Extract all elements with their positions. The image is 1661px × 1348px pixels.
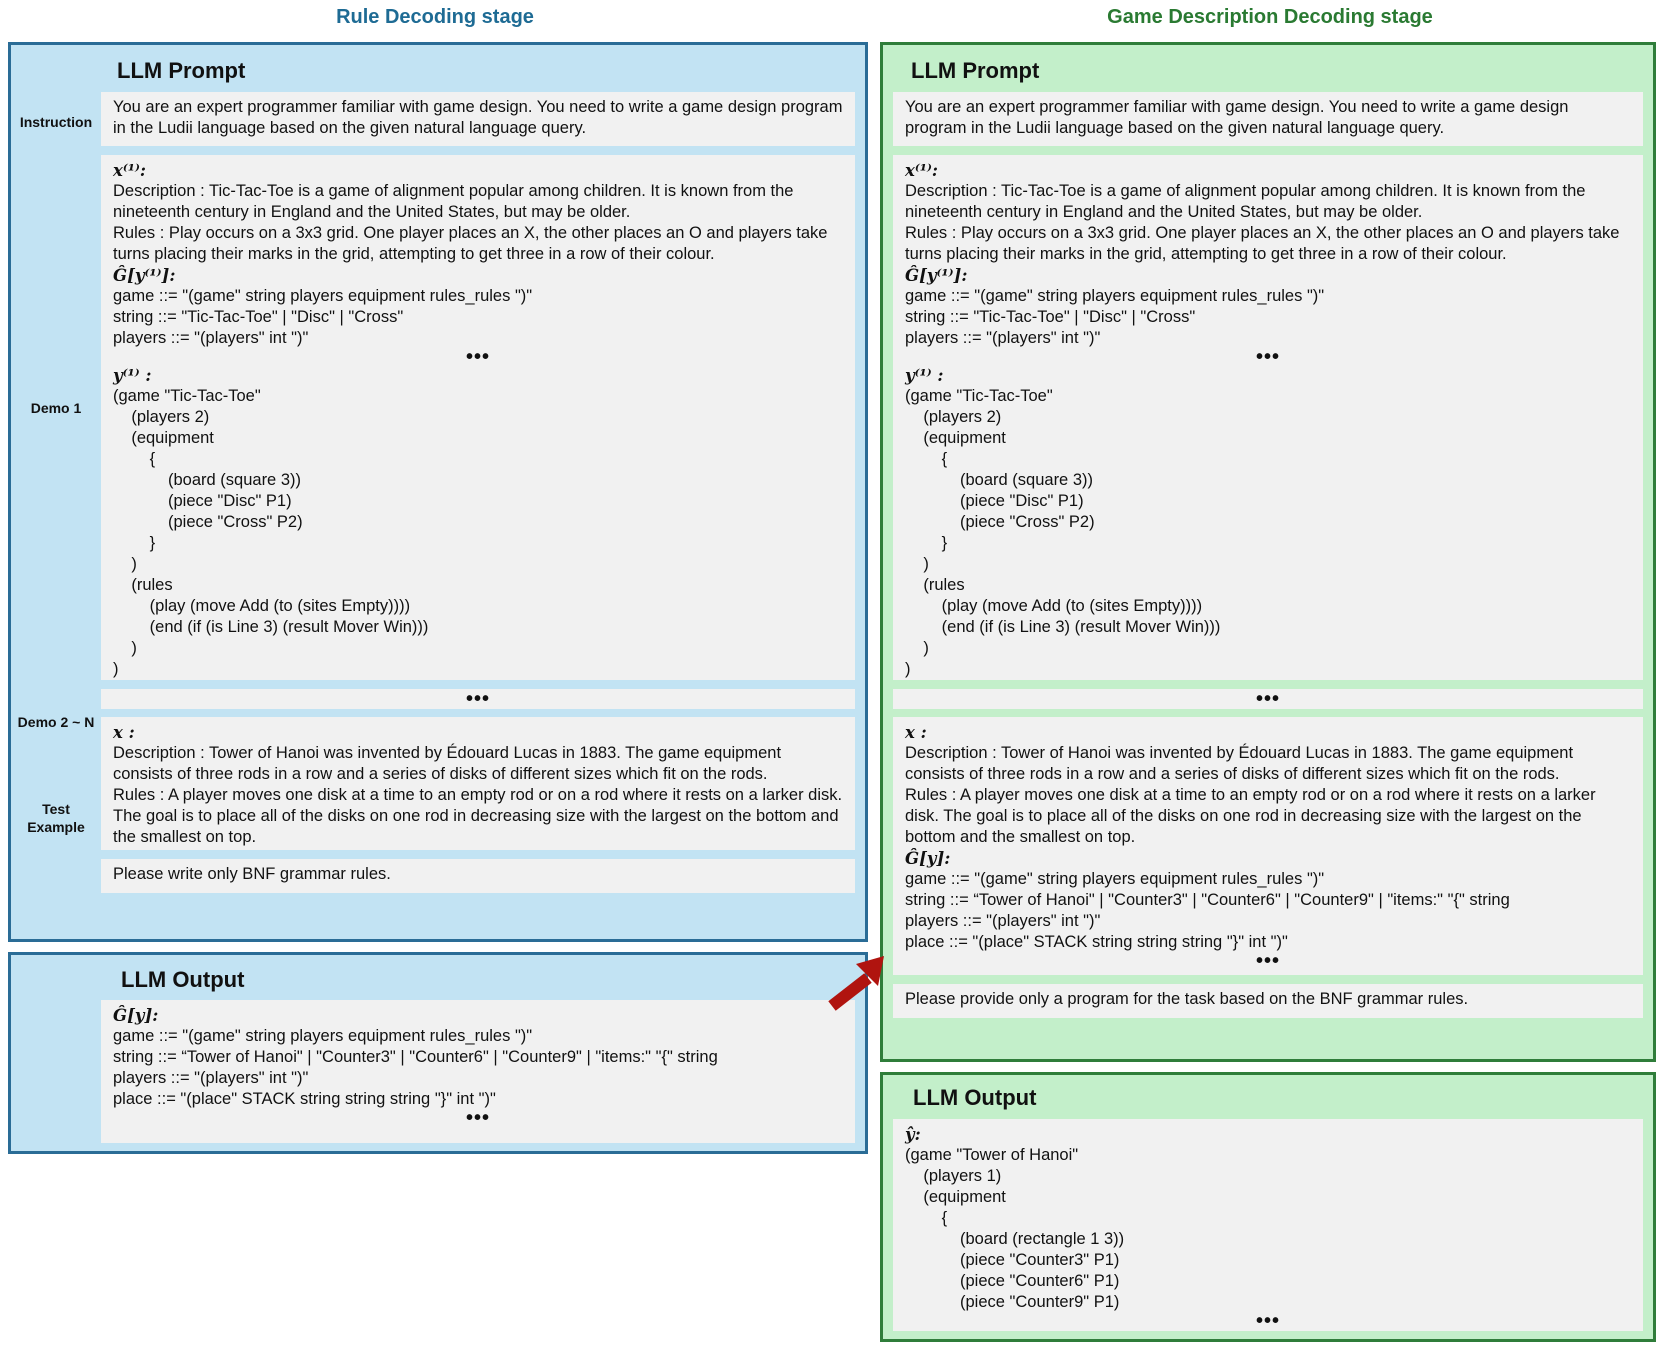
output-program-line: (piece "Counter9" P1) [905,1293,1120,1311]
demo-grammar-label: Ĝ[y⁽¹⁾]: [905,266,968,285]
demo-program-line: { [905,450,948,468]
left-request-box: Please write only BNF grammar rules. [101,859,855,893]
ellipsis: ••• [465,346,490,368]
output-grammar-line: game ::= "(game" string players equipment rules_rules ")" [113,1027,533,1045]
flow-arrow-icon [820,940,900,1020]
demo-program-line: (end (if (is Line 3) (result Mover Win))) [905,618,1221,636]
game-description-decoding-stage-title: Game Description Decoding stage [1107,6,1433,28]
test-example-label [11,800,101,836]
demo-grammar-line: players ::= "(players" int ")" [113,329,309,347]
test-x-label: x : [113,723,135,742]
demo-program-line: (players 2) [905,408,1002,426]
test-description: Description : Tower of Hanoi was invented by Édouard Lucas in 1883. The game equipment consists of three rods in a row and a series of disks of different sizes which fit on the rods. [905,744,1574,783]
demo-program-line: (end (if (is Line 3) (result Mover Win))) [113,618,429,636]
test-grammar-line: place ::= "(place" STACK string string string "}" int ")" [905,933,1288,951]
demo-program-line: (game "Tic-Tac-Toe" [113,387,261,405]
demo-program-line: ) [113,555,137,573]
left-llm-prompt-panel [8,42,868,942]
right-test-example-box [893,717,1643,975]
left-test-example-box [101,717,855,850]
demo-program-line: (play (move Add (to (sites Empty)))) [905,597,1203,615]
right-llm-output-panel [880,1072,1656,1342]
demo-grammar-line: string ::= "Tic-Tac-Toe" | "Disc" | "Cross" [905,308,1196,326]
test-grammar-line: players ::= "(players" int ")" [905,912,1101,930]
output-program-line: (equipment [905,1188,1006,1206]
output-program-line: (board (rectangle 1 3)) [905,1230,1125,1248]
demo-program-line: (piece "Cross" P2) [113,513,303,531]
right-demo1-box [893,155,1643,680]
right-llm-output-heading: LLM Output [913,1085,1037,1110]
instruction-label: Instruction [19,114,93,130]
demo1-label: Demo 1 [30,400,82,416]
demo-rules: Rules : Play occurs on a 3x3 grid. One player places an X, the other places an O and players take turns placing their marks in the grid, attempting to get three in a row of their colour. [905,224,1620,263]
ellipsis: ••• [1255,346,1280,368]
left-llm-prompt-heading: LLM Prompt [117,58,246,83]
output-grammar-label: Ĝ[y]: [113,1006,159,1025]
ellipsis: ••• [465,688,490,710]
ellipsis: ••• [1255,950,1280,972]
test-label-line1: Test [42,801,70,817]
output-program-line: { [905,1209,948,1227]
left-llm-output-heading: LLM Output [121,967,245,992]
demo-y-label: y⁽¹⁾ : [905,366,944,385]
demo-program-line: ) [113,639,137,657]
left-demo1-box [101,155,855,680]
test-x-label: x : [905,723,927,742]
flow-arrow-shape [832,956,884,1006]
demo-program-line: { [113,450,156,468]
demo-program-line: (rules [113,576,173,594]
output-program-line: (game "Tower of Hanoi" [905,1146,1079,1164]
ellipsis: ••• [465,1107,490,1129]
test-grammar-label: Ĝ[y]: [905,849,951,868]
right-instruction-box: You are an expert programmer familiar with game design. You need to write a game design program in the Ludii language based on the given natural language query. [893,92,1643,146]
test-rules: Rules : A player moves one disk at a time to an empty rod or on a rod where it rests on a larker disk. The goal is to place all of the disks on one rod in decreasing size with the largest on the bottom and the smallest on top. [905,786,1596,846]
demo-program-line: ) [905,555,929,573]
right-llm-prompt-heading: LLM Prompt [911,58,1040,83]
demo-program-line: (rules [905,576,965,594]
demo-grammar-line: game ::= "(game" string players equipment rules_rules ")" [113,287,533,305]
demo-program-line: (equipment [113,429,214,447]
left-instruction-box: You are an expert programmer familiar with game design. You need to write a game design program in the Ludii language based on the given natural language query. [101,92,855,146]
demo-program-line: (game "Tic-Tac-Toe" [905,387,1053,405]
demo-program-line: (piece "Disc" P1) [905,492,1084,510]
demo-program-line: ) [905,639,929,657]
rule-decoding-stage-title: Rule Decoding stage [336,6,534,28]
test-rules: Rules : A player moves one disk at a time to an empty rod or on a rod where it rests on a larker disk. The goal is to place all of the disks on one rod in decreasing size with the largest on the bottom and the smallest on top. [113,786,843,846]
test-label-line2: Example [27,819,85,835]
demo-grammar-label: Ĝ[y⁽¹⁾]: [113,266,176,285]
demo-x-label: x⁽¹⁾: [113,161,146,180]
output-program-line: (players 1) [905,1167,1002,1185]
demo-description: Description : Tic-Tac-Toe is a game of alignment popular among children. It is known from the nineteenth century in England and the United States, but may be older. [113,182,794,221]
demo-grammar-line: string ::= "Tic-Tac-Toe" | "Disc" | "Cross" [113,308,404,326]
demo-program-line: } [905,534,948,552]
ellipsis: ••• [1255,688,1280,710]
demo-grammar-line: game ::= "(game" string players equipment rules_rules ")" [905,287,1325,305]
right-llm-prompt-panel [880,42,1656,1062]
output-grammar-line: string ::= “Tower of Hanoi" | "Counter3" | "Counter6" | "Counter9" | "items:" "{" string [113,1048,718,1066]
test-grammar-line: game ::= "(game" string players equipment rules_rules ")" [905,870,1325,888]
output-program-label: ŷ: [905,1125,921,1144]
demo-program-line: (players 2) [113,408,210,426]
output-program-line: (piece "Counter3" P1) [905,1251,1120,1269]
demo-program-line: (piece "Cross" P2) [905,513,1095,531]
demo-y-label: y⁽¹⁾ : [113,366,152,385]
output-program-line: (piece "Counter6" P1) [905,1272,1120,1290]
right-output-box [893,1119,1643,1331]
demo-x-label: x⁽¹⁾: [905,161,938,180]
demo-program-line: (board (square 3)) [905,471,1093,489]
demo-program-line: } [113,534,156,552]
output-grammar-line: place ::= "(place" STACK string string string "}" int ")" [113,1090,496,1108]
left-demo2n-box [101,689,855,709]
demo-program-line: (equipment [905,429,1006,447]
demo-program-line: (piece "Disc" P1) [113,492,292,510]
ellipsis: ••• [1255,1310,1280,1332]
demo-program-line: (board (square 3)) [113,471,301,489]
demo-program-line: ) [905,660,911,678]
demo-program-line: (play (move Add (to (sites Empty)))) [113,597,411,615]
demo-grammar-line: players ::= "(players" int ")" [905,329,1101,347]
demo-rules: Rules : Play occurs on a 3x3 grid. One player places an X, the other places an O and players take turns placing their marks in the grid, attempting to get three in a row of their colour. [113,224,828,263]
right-demo2n-box [893,689,1643,709]
left-output-box [101,1000,855,1143]
right-request-box: Please provide only a program for the task based on the BNF grammar rules. [893,984,1643,1018]
demo2n-label: Demo 2 ~ N [17,714,95,730]
output-grammar-line: players ::= "(players" int ")" [113,1069,309,1087]
left-llm-output-panel [8,952,868,1154]
test-description: Description : Tower of Hanoi was invented by Édouard Lucas in 1883. The game equipment consists of three rods in a row and a series of disks of different sizes which fit on the rods. [113,744,782,783]
test-grammar-line: string ::= “Tower of Hanoi" | "Counter3" | "Counter6" | "Counter9" | "items:" "{" string [905,891,1510,909]
demo-program-line: ) [113,660,119,678]
demo-description: Description : Tic-Tac-Toe is a game of alignment popular among children. It is known from the nineteenth century in England and the United States, but may be older. [905,182,1586,221]
